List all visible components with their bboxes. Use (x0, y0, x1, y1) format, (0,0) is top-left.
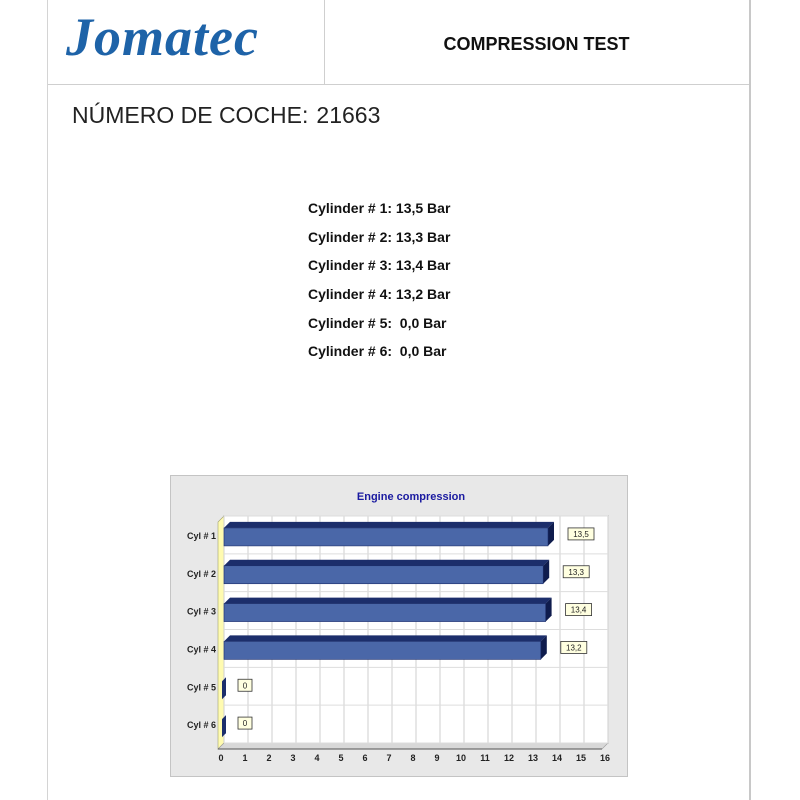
car-number-line (72, 102, 388, 129)
x-tick-label: 0 (218, 753, 224, 763)
x-tick-label: 12 (503, 753, 515, 763)
bar-top-face (224, 635, 547, 641)
data-label: 0 (242, 719, 248, 729)
x-tick-label: 2 (266, 753, 272, 763)
bar (224, 641, 541, 659)
x-tick-label: 1 (242, 753, 248, 763)
logo-cell (48, 0, 325, 84)
x-tick-label: 16 (599, 753, 611, 763)
car-number-value: 21663 (316, 102, 381, 128)
document-header (48, 0, 749, 85)
category-label: Cyl # 2 (186, 568, 216, 579)
x-tick-label: 7 (386, 753, 392, 763)
x-tick-label: 10 (455, 753, 467, 763)
chart-left-wall (218, 516, 224, 749)
cylinder-reading-6: Cylinder # 6: 0,0 Bar (308, 343, 447, 360)
x-tick-label: 8 (410, 753, 416, 763)
cylinder-reading-3: Cylinder # 3: 13,4 Bar (308, 257, 451, 274)
document-title: COMPRESSION TEST (443, 34, 630, 54)
cylinder-reading-1: Cylinder # 1: 13,5 Bar (308, 200, 451, 216)
bar (224, 566, 543, 584)
bar (224, 528, 548, 546)
bar (224, 604, 546, 622)
x-tick-label: 11 (480, 753, 490, 763)
chart-floor (218, 743, 608, 749)
x-tick-label: 4 (314, 753, 320, 763)
data-label: 13,3 (568, 567, 584, 577)
category-label: Cyl # 6 (186, 720, 216, 731)
data-label: 13,4 (570, 605, 587, 615)
x-tick-label: 13 (527, 753, 539, 763)
x-tick-label: 5 (338, 753, 344, 763)
document-sheet (47, 0, 751, 800)
cylinder-reading-4: Cylinder # 4: 13,2 Bar (308, 286, 451, 303)
x-tick-label: 15 (575, 753, 587, 763)
cylinder-reading-5: Cylinder # 5: 0,0 Bar (308, 314, 447, 331)
cylinder-readings (308, 200, 450, 372)
engine-compression-chart (170, 475, 628, 777)
cylinder-reading-2: Cylinder # 2: 13,3 Bar (308, 228, 451, 245)
car-number-label: NÚMERO DE COCHE: (72, 102, 309, 128)
x-tick-label: 6 (362, 753, 368, 763)
x-tick-label: 3 (290, 753, 296, 763)
chart-title: Engine compression (356, 491, 466, 503)
x-tick-label: 9 (434, 753, 440, 763)
bar-top-face (224, 598, 552, 604)
chart-canvas (171, 476, 627, 776)
company-logo: Jomatec (66, 7, 259, 67)
data-label: 13,2 (566, 643, 582, 653)
category-label: Cyl # 5 (186, 682, 216, 693)
category-label: Cyl # 1 (186, 530, 216, 541)
data-label: 0 (242, 681, 248, 691)
category-label: Cyl # 4 (186, 644, 216, 655)
category-label: Cyl # 3 (186, 606, 216, 617)
x-tick-label: 14 (551, 753, 563, 763)
bar-top-face (224, 560, 549, 566)
bar-top-face (224, 522, 554, 528)
data-label: 13,5 (573, 529, 589, 539)
